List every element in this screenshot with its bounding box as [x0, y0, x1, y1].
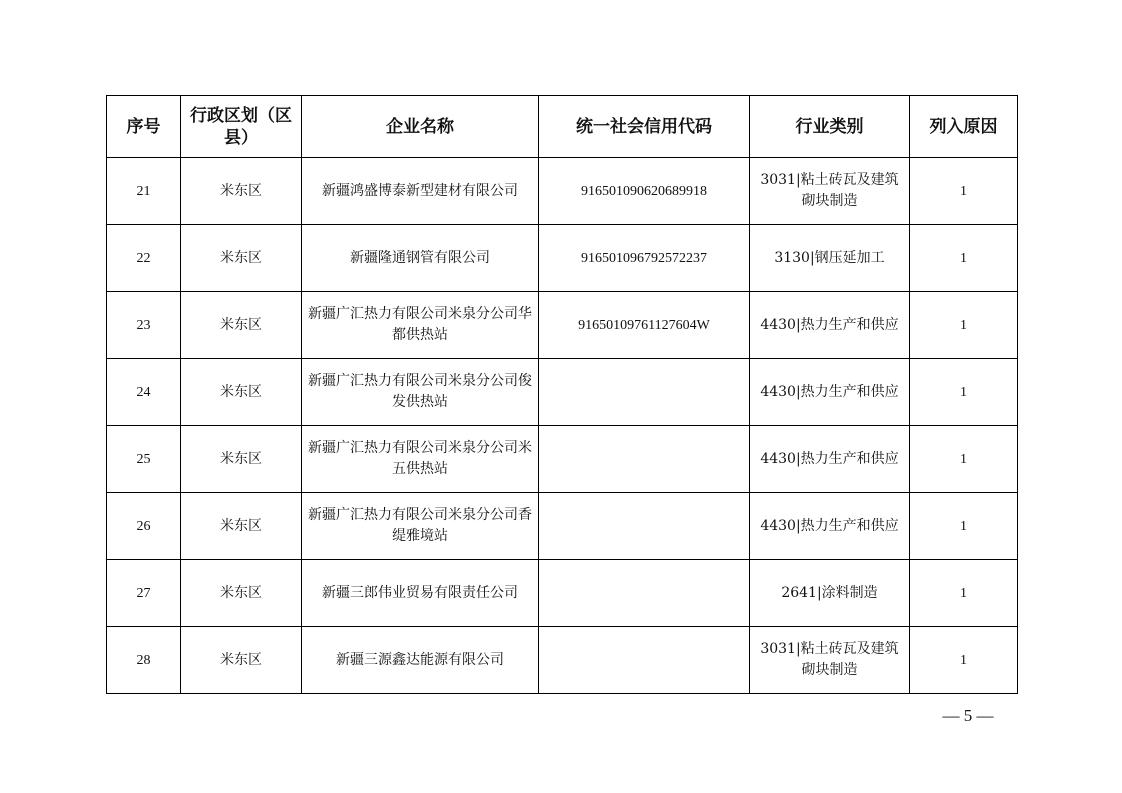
- cell-credit-code: 91650109761127604W: [539, 292, 750, 359]
- table-row: [107, 158, 1018, 225]
- table-row: [107, 560, 1018, 627]
- cell-reason: 1: [910, 493, 1018, 560]
- cell-enterprise-name: 新疆广汇热力有限公司米泉分公司香缇雅境站: [302, 493, 539, 560]
- cell-credit-code: [539, 627, 750, 694]
- cell-credit-code: 91650109679257223​7: [539, 225, 750, 292]
- cell-enterprise-name: 新疆广汇热力有限公司米泉分公司俊发供热站: [302, 359, 539, 426]
- cell-serial-number: 28: [107, 627, 181, 694]
- cell-serial-number: 22: [107, 225, 181, 292]
- cell-enterprise-name: 新疆广汇热力有限公司米泉分公司米五供热站: [302, 426, 539, 493]
- cell-enterprise-name: 新疆三源鑫达能源有限公司: [302, 627, 539, 694]
- cell-district: 米东区: [181, 493, 302, 560]
- cell-district: 米东区: [181, 560, 302, 627]
- header-enterprise-name: 企业名称: [302, 96, 539, 158]
- cell-enterprise-name: 新疆鸿盛博泰新型建材有限公司: [302, 158, 539, 225]
- table-row: [107, 493, 1018, 560]
- cell-credit-code: [539, 493, 750, 560]
- header-credit-code: 统一社会信用代码: [539, 96, 750, 158]
- table-row: [107, 359, 1018, 426]
- cell-serial-number: 26: [107, 493, 181, 560]
- cell-reason: 1: [910, 292, 1018, 359]
- header-serial-number: 序号: [107, 96, 181, 158]
- cell-industry: 4430|热力生产和供应: [750, 426, 910, 493]
- header-industry: 行业类别: [750, 96, 910, 158]
- cell-serial-number: 27: [107, 560, 181, 627]
- cell-credit-code: [539, 359, 750, 426]
- header-reason: 列入原因: [910, 96, 1018, 158]
- cell-serial-number: 25: [107, 426, 181, 493]
- page-number: — 5 —: [942, 706, 994, 725]
- cell-district: 米东区: [181, 627, 302, 694]
- cell-serial-number: 21: [107, 158, 181, 225]
- cell-serial-number: 24: [107, 359, 181, 426]
- table-row: [107, 627, 1018, 694]
- cell-credit-code: [539, 426, 750, 493]
- cell-industry: 3031|粘土砖瓦及建筑砌块制造: [750, 158, 910, 225]
- cell-reason: 1: [910, 426, 1018, 493]
- cell-district: 米东区: [181, 359, 302, 426]
- cell-reason: 1: [910, 627, 1018, 694]
- table-row: [107, 225, 1018, 292]
- cell-industry: 3031|粘土砖瓦及建筑砌块制造: [750, 627, 910, 694]
- header-district: 行政区划（区县）: [181, 96, 302, 158]
- cell-industry: 4430|热力生产和供应: [750, 493, 910, 560]
- table-row: [107, 426, 1018, 493]
- cell-enterprise-name: 新疆广汇热力有限公司米泉分公司华都供热站: [302, 292, 539, 359]
- cell-enterprise-name: 新疆三郎伟业贸易有限责任公司: [302, 560, 539, 627]
- cell-industry: 2641|涂料制造: [750, 560, 910, 627]
- cell-district: 米东区: [181, 225, 302, 292]
- cell-serial-number: 23: [107, 292, 181, 359]
- cell-industry: 4430|热力生产和供应: [750, 292, 910, 359]
- cell-district: 米东区: [181, 426, 302, 493]
- cell-enterprise-name: 新疆隆通钢管有限公司: [302, 225, 539, 292]
- cell-industry: 4430|热力生产和供应: [750, 359, 910, 426]
- enterprise-list-table: [106, 95, 1018, 694]
- cell-industry: 3130|钢压延加工: [750, 225, 910, 292]
- cell-reason: 1: [910, 225, 1018, 292]
- table-header-row: [107, 96, 1018, 158]
- cell-credit-code: [539, 560, 750, 627]
- cell-reason: 1: [910, 158, 1018, 225]
- cell-credit-code: 916501090620689918: [539, 158, 750, 225]
- cell-reason: 1: [910, 560, 1018, 627]
- cell-district: 米东区: [181, 292, 302, 359]
- cell-reason: 1: [910, 359, 1018, 426]
- cell-district: 米东区: [181, 158, 302, 225]
- table-row: [107, 292, 1018, 359]
